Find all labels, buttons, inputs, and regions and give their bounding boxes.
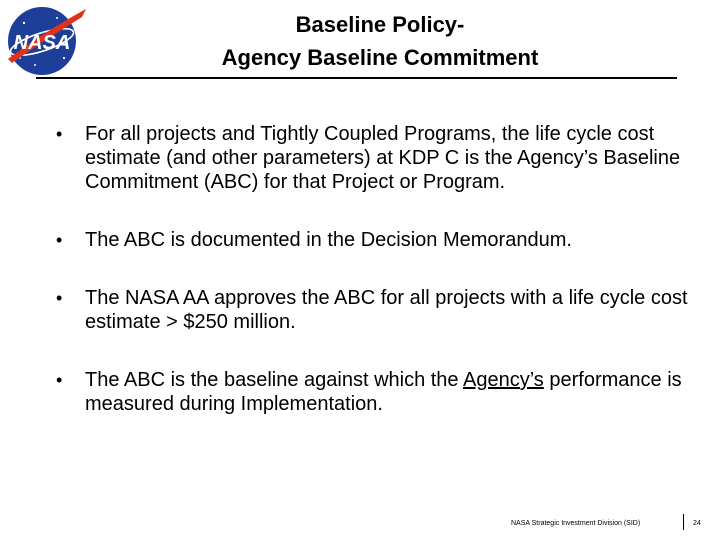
bullet-item: [56, 368, 696, 416]
title-line-1: Baseline Policy-: [295, 12, 465, 37]
bullet-item: [56, 228, 696, 252]
footer-divider: [683, 514, 684, 530]
bullet-item: [56, 286, 696, 334]
bullet-item: [56, 122, 696, 194]
bullet-text: For all projects and Tightly Coupled Programs, the life cycle cost estimate (and other parameters) at KDP C is the Agency’s Baseline Commitment (ABC) for that Project or Program.: [85, 123, 681, 193]
page-number: 24: [693, 520, 701, 527]
title-line-2: Agency Baseline Commitment: [221, 45, 539, 70]
bullet-text: The ABC is the baseline against which the: [85, 369, 464, 391]
bullet-dot-icon: •: [56, 288, 63, 308]
title-divider: [36, 77, 677, 79]
bullet-dot-icon: •: [56, 370, 63, 390]
bullet-text: The NASA AA approves the ABC for all projects with a life cycle cost estimate > $250 million.: [85, 287, 688, 333]
footer-org: NASA Strategic Investment Division (SID): [511, 520, 641, 527]
logo-text: NASA: [13, 32, 71, 54]
nasa-logo-icon: [2, 3, 90, 77]
bullet-text: The ABC is documented in the Decision Memorandum.: [85, 229, 572, 251]
slide-title: [100, 8, 660, 74]
bullet-list: [56, 122, 696, 416]
bullet-text: performance is measured during Implementation.: [85, 369, 682, 415]
underlined-text: Agency’s: [463, 369, 544, 391]
bullet-dot-icon: •: [56, 124, 63, 144]
bullet-dot-icon: •: [56, 230, 63, 250]
